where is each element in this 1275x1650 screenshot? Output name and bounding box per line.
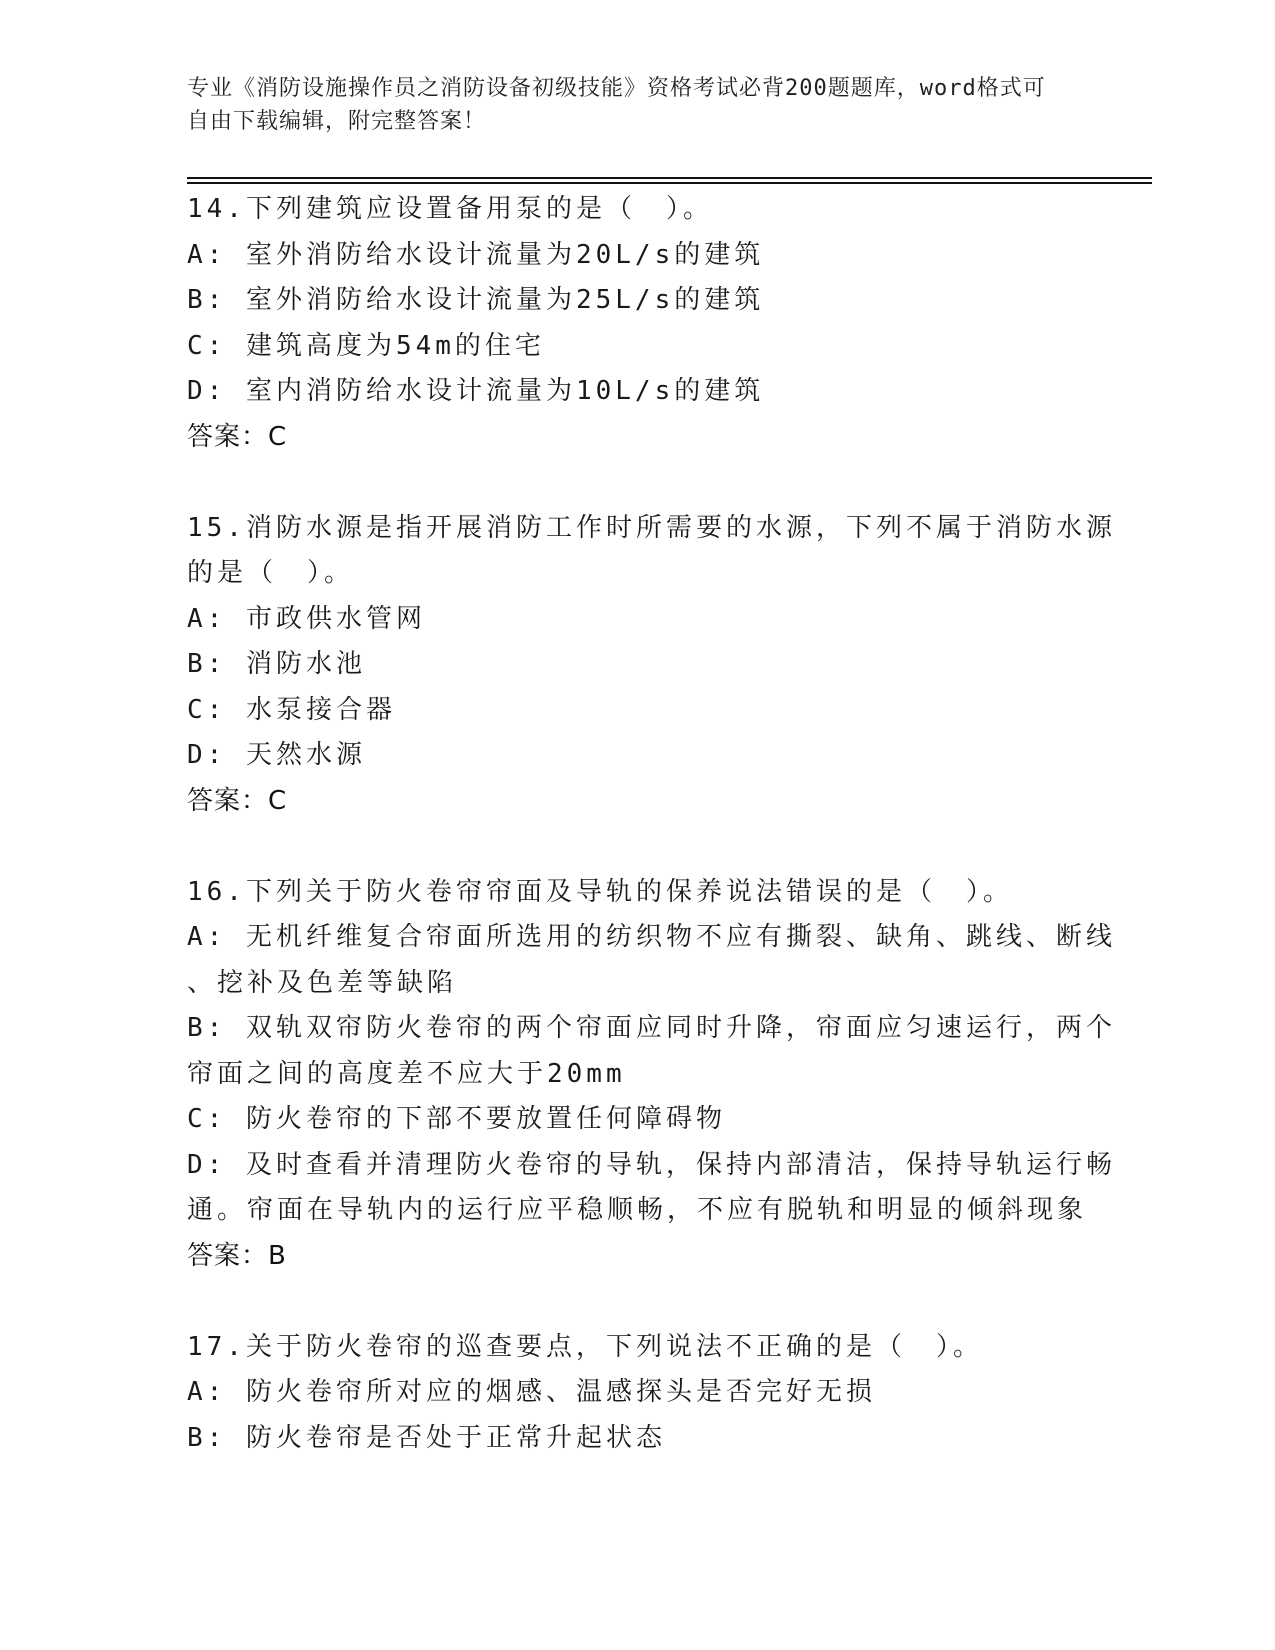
question-stem: 17.关于防火卷帘的巡查要点，下列说法不正确的是（ ）。 <box>187 1331 983 1362</box>
option-b: B: 双轨双帘防火卷帘的两个帘面应同时升降，帘面应匀速运行，两个 <box>187 1013 1116 1043</box>
answer-label: 答案：C <box>187 421 288 452</box>
question-spacer <box>187 824 1087 870</box>
option-d-continued: 通。帘面在导轨内的运行应平稳顺畅，不应有脱轨和明显的倾斜现象 <box>187 1195 1088 1225</box>
option-b: B: 室外消防给水设计流量为25L/s的建筑 <box>187 285 765 315</box>
question-spacer <box>187 1279 1087 1325</box>
option-c: C: 防火卷帘的下部不要放置任何障碍物 <box>187 1104 726 1134</box>
option-b: B: 防火卷帘是否处于正常升起状态 <box>187 1422 666 1453</box>
question-spacer <box>187 460 1087 506</box>
option-a-continued: 、挖补及色差等缺陷 <box>187 967 458 998</box>
answer-label: 答案：B <box>187 1240 287 1271</box>
option-d: D: 天然水源 <box>187 740 366 770</box>
question-block <box>187 506 1116 825</box>
question-stem: 16.下列关于防火卷帘帘面及导轨的保养说法错误的是（ ）。 <box>187 876 1013 907</box>
option-a: A: 市政供水管网 <box>187 603 426 634</box>
document-header: 专业《消防设施操作员之消防设备初级技能》资格考试必背200题题库，word格式可自由下载编辑，附完整答案！ <box>187 76 1046 134</box>
option-d: D: 室内消防给水设计流量为10L/s的建筑 <box>187 376 765 406</box>
option-a: A: 无机纤维复合帘面所选用的纺织物不应有撕裂、缺角、跳线、断线 <box>187 922 1116 952</box>
option-c: C: 建筑高度为54m的住宅 <box>187 330 545 361</box>
option-b: B: 消防水池 <box>187 649 366 679</box>
option-c: C: 水泵接合器 <box>187 694 396 725</box>
question-stem: 15.消防水源是指开展消防工作时所需要的水源，下列不属于消防水源 <box>187 512 1116 543</box>
option-d: D: 及时查看并清理防火卷帘的导轨，保持内部清洁，保持导轨运行畅 <box>187 1149 1116 1180</box>
question-stem: 14.下列建筑应设置备用泵的是（ ）。 <box>187 194 713 224</box>
header-rule-thick <box>187 177 1152 179</box>
header-rule-thin <box>187 182 1152 184</box>
question-block <box>187 1325 1087 1462</box>
option-a: A: 防火卷帘所对应的烟感、温感探头是否完好无损 <box>187 1377 876 1407</box>
question-list <box>187 187 1116 1461</box>
question-block <box>187 870 1116 1280</box>
answer-label: 答案：C <box>187 785 288 816</box>
option-b-continued: 帘面之间的高度差不应大于20mm <box>187 1058 626 1089</box>
question-block <box>187 187 1087 460</box>
option-a: A: 室外消防给水设计流量为20L/s的建筑 <box>187 239 765 270</box>
question-stem-continued: 的是（ ）。 <box>187 558 355 588</box>
